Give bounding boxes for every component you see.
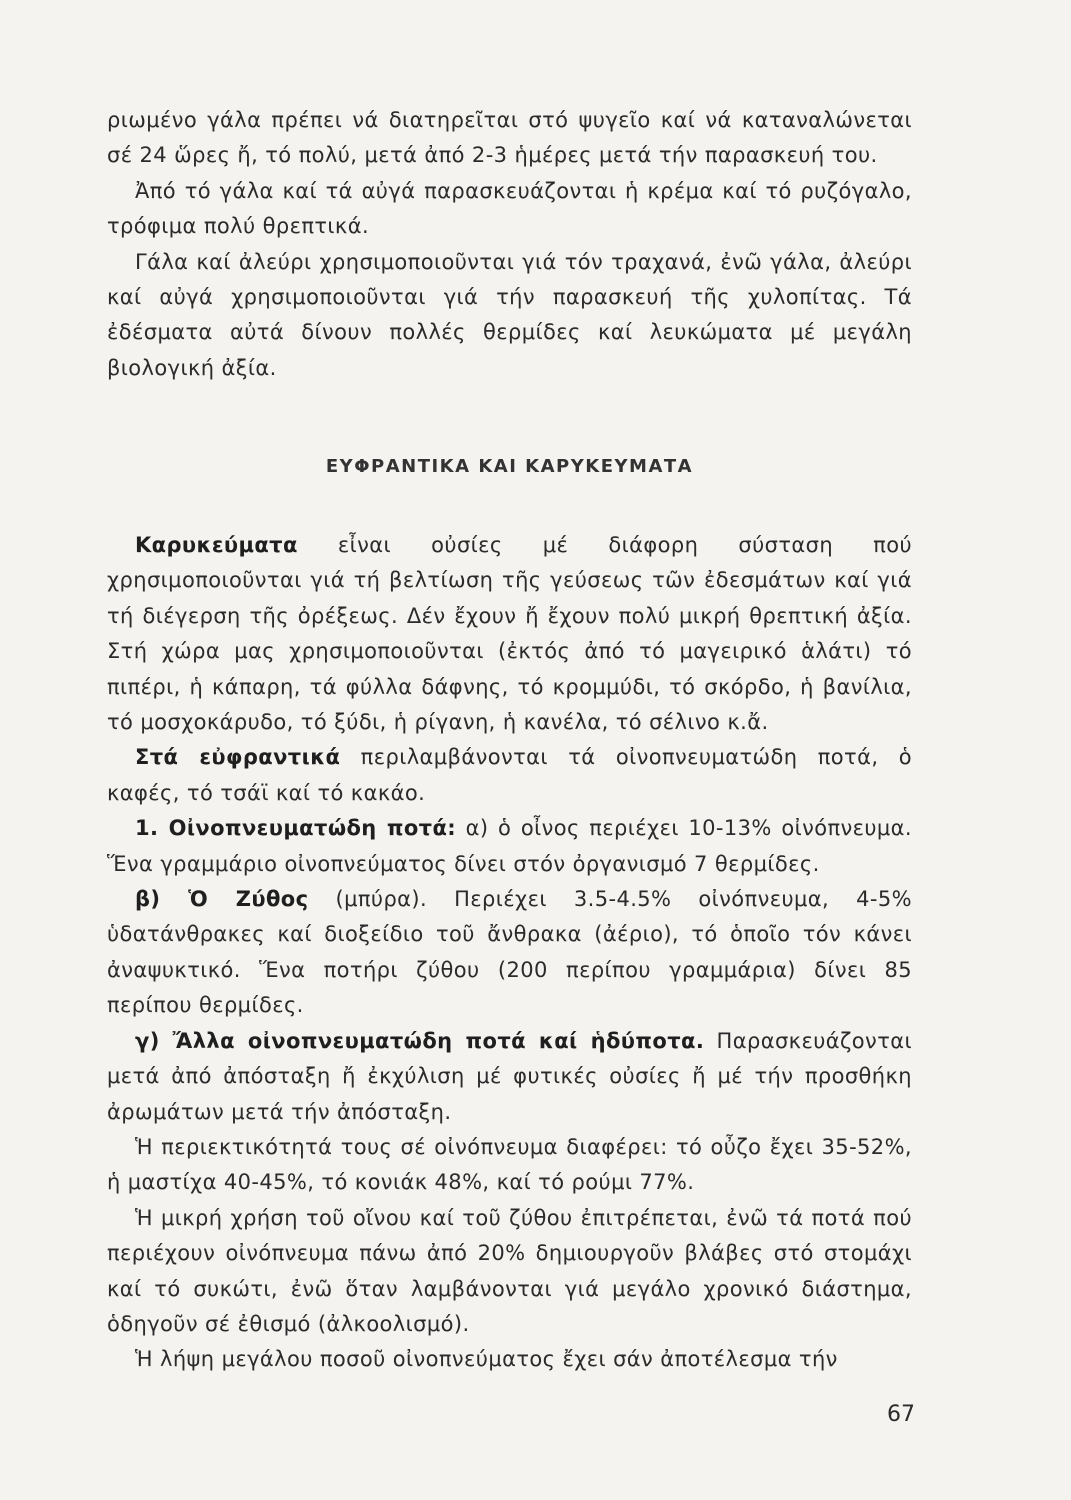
paragraph-cream-rice-pudding: Ἀπό τό γάλα καί τά αὐγά παρασκευάζονται ἡ κρέμα καί τό ρυζόγαλο, τρόφιμα πολύ θρεπτικά. — [107, 178, 912, 239]
paragraph-stimulants — [107, 740, 912, 811]
paragraph-large-intake: Ἡ λήψη μεγάλου ποσοῦ οἰνοπνεύματος ἔχει σάν ἀποτέλεσμα τήν — [135, 1347, 838, 1372]
term-spices: Καρυκεύματα — [135, 533, 298, 557]
term-stimulants: Στά εὐφραντικά — [135, 745, 341, 770]
paragraph-spices — [107, 528, 912, 740]
term-spirits: γ) Ἄλλα οἰνοπνευματώδη ποτά καί ἡδύποτα. — [135, 1028, 705, 1053]
beer-text: (μπύρα). Περιέχει 3.5-4.5% οἰνόπνευμα, 4-5% ὑδατάνθρακες καί διοξείδιο τοῦ ἄνθρακα (ἀέριο), τό ὁποῖο τόν κάνει ἀναψυκτικό. Ἕνα ποτήρι ζύθου (200 περίπου γραμμάρια) δίνει 85 περίπου θερμίδες. — [107, 887, 912, 1018]
term-beer: β) Ὁ Ζύθος — [135, 887, 309, 912]
stimulants-text: περιλαμβάνονται τά οἰνοπνευματώδη ποτά, ὁ καφές, τό τσάϊ καί τό κακάο. — [107, 745, 913, 805]
page-number: 67 — [887, 1402, 915, 1427]
paragraph-alcoholic-drinks — [107, 811, 912, 882]
top-text-block — [107, 103, 912, 386]
section-body — [107, 528, 912, 1378]
spirits-text: Παρασκευάζονται μετά ἀπό ἀπόσταξη ἤ ἐκχύλιση μέ φυτικές οὐσίες ἤ μέ τήν προσθήκη ἀρωμάτων μετά τήν ἀπόσταξη. — [107, 1028, 912, 1124]
paragraph-trahana-pasta: Γάλα καί ἀλεύρι χρησιμοποιοῦνται γιά τόν τραχανά, ἐνῶ γάλα, ἀλεύρι καί αὐγά χρησιμοποιοῦνται γιά τήν παρασκευή τῆς χυλοπίτας. Τά ἐδέσματα αὐτά δίνουν πολλές θερμίδες καί λευκώματα μέ μεγάλη βιολογική ἀξία. — [107, 249, 912, 380]
paragraph-milk-storage: ριωμένο γάλα πρέπει νά διατηρεῖται στό ψυγεῖο καί νά καταναλώνεται σέ 24 ὥρες ἤ, τό πολύ, μετά ἀπό 2-3 ἡμέρες μετά τήν παρασκευή του. — [107, 108, 912, 168]
section-heading: ΕΥΦΡΑΝΤΙΚΑ ΚΑΙ ΚΑΡΥΚΕΥΜΑΤΑ — [325, 456, 694, 477]
paragraph-beer — [107, 882, 912, 1024]
alcohol-text: α) ὁ οἶνος περιέχει 10-13% οἰνόπνευμα. Ἕνα γραμμάριο οἰνοπνεύματος δίνει στόν ὀργανισμό 7 θερμίδες. — [107, 816, 913, 876]
paragraph-spirits — [107, 1024, 912, 1130]
paragraph-alcohol-content: Ἡ περιεκτικότητά τους σέ οἰνόπνευμα διαφέρει: τό οὖζο ἔχει 35-52%, ἡ μαστίχα 40-45%, τό κονιάκ 48%, καί τό ρούμι 77%. — [107, 1134, 912, 1195]
term-alcoholic-drinks: 1. Οἰνοπνευματώδη ποτά: — [135, 816, 457, 841]
paragraph-usage: Ἡ μικρή χρήση τοῦ οἴνου καί τοῦ ζύθου ἐπιτρέπεται, ἐνῶ τά ποτά πού περιέχουν οἰνόπνευμα πάνω ἀπό 20% δημιουργοῦν βλάβες στό στομάχι καί τό συκώτι, ἐνῶ ὅταν λαμβάνονται γιά μεγάλο χρονικό διάστημα, ὁδηγοῦν σέ ἐθισμό (ἀλκοολισμό). — [107, 1205, 912, 1336]
spices-text: εἶναι οὐσίες μέ διάφορη σύσταση πού χρησιμοποιοῦνται γιά τή βελτίωση τῆς γεύσεως τῶν ἐδεσμάτων καί γιά τή διέγερση τῆς ὀρέξεως. Δέν ἔχουν ἤ ἔχουν πολύ μικρή θρεπτική ἀξία. Στή χώρα μας χρησιμοποιοῦνται (ἐκτός ἀπό τό μαγειρικό ἁλάτι) τό πιπέρι, ἡ κάπαρη, τά φύλλα δάφνης, τό κρομμύδι, τό σκόρδο, ἡ βανίλια, τό μοσχοκάρυδο, τό ξύδι, ἡ ρίγανη, ἡ κανέλα, τό σέλινο κ.ἄ. — [107, 533, 912, 735]
